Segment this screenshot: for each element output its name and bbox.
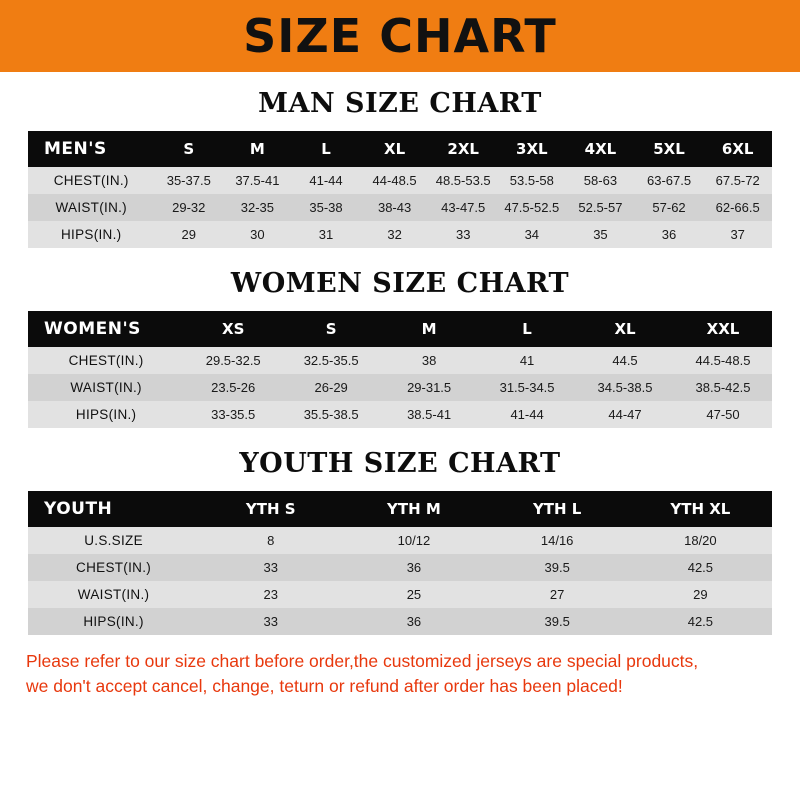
table-cell: 44.5: [612, 353, 638, 368]
women-row-label: HIPS(IN.): [75, 407, 137, 422]
table-cell: 44.5-48.5: [695, 353, 751, 368]
table-cell: 38-43: [377, 200, 412, 215]
table-cell: 32: [387, 227, 402, 242]
table-cell: 38.5-42.5: [695, 380, 751, 395]
table-cell: 38.5-41: [407, 407, 452, 422]
women-row-label: WAIST(IN.): [70, 380, 142, 395]
women-column-header: L: [522, 320, 532, 338]
table-cell: 57-62: [652, 200, 686, 215]
table-header-row: [28, 491, 772, 527]
table-cell: 43-47.5: [441, 200, 486, 215]
table-header-row: [28, 131, 772, 167]
men-column-header: L: [321, 140, 331, 158]
women-section: [0, 268, 800, 428]
youth-column-header: YTH XL: [670, 500, 731, 518]
table-cell: 32-35: [240, 200, 274, 215]
table-cell: 41: [519, 353, 535, 368]
table-cell: 37: [730, 227, 745, 242]
women-column-header: S: [325, 320, 337, 338]
men-section: [0, 88, 800, 248]
table-cell: 14/16: [540, 533, 574, 548]
table-cell: 25: [406, 587, 422, 602]
table-cell: 39.5: [544, 614, 570, 629]
women-section-title: WOMEN SIZE CHART: [230, 268, 570, 299]
table-row: [28, 374, 772, 401]
table-cell: 63-67.5: [646, 173, 692, 188]
youth-row-label: CHEST(IN.): [76, 560, 152, 575]
table-cell: 29: [693, 587, 708, 602]
footer-note-line-1: Please refer to our size chart before order,the customized jerseys are special products,: [26, 651, 699, 671]
table-cell: 29-32: [172, 200, 206, 215]
men-column-header: 5XL: [653, 140, 685, 158]
page-header: [0, 0, 800, 72]
table-cell: 44-48.5: [372, 173, 417, 188]
table-cell: 42.5: [687, 560, 714, 575]
table-cell: 33-35.5: [211, 407, 256, 422]
table-cell: 18/20: [684, 533, 717, 548]
table-cell: 44-47: [608, 407, 642, 422]
men-column-header: S: [183, 140, 195, 158]
youth-section-title: YOUTH SIZE CHART: [239, 448, 561, 479]
men-column-header: XL: [384, 140, 406, 158]
table-row: [28, 581, 772, 608]
table-cell: 30: [250, 227, 265, 242]
table-cell: 41-44: [510, 407, 544, 422]
youth-row-label: WAIST(IN.): [77, 587, 150, 602]
table-row: [28, 194, 772, 221]
table-row: [28, 401, 772, 428]
table-cell: 36: [406, 560, 422, 575]
page-title: SIZE CHART: [243, 9, 557, 63]
youth-column-header: YTH S: [245, 500, 296, 518]
women-column-header: XS: [222, 320, 245, 338]
table-cell: 29-31.5: [407, 380, 452, 395]
table-cell: 31: [318, 227, 334, 242]
table-cell: 37.5-41: [235, 173, 280, 188]
table-cell: 67.5-72: [715, 173, 760, 188]
table-cell: 58-63: [583, 173, 618, 188]
table-cell: 33: [455, 227, 471, 242]
table-cell: 29.5-32.5: [205, 353, 261, 368]
men-row-label: HIPS(IN.): [61, 227, 122, 242]
table-cell: 35: [593, 227, 608, 242]
men-size-table: [28, 131, 772, 248]
men-section-title: MAN SIZE CHART: [258, 88, 542, 119]
table-row: [28, 167, 772, 194]
table-cell: 39.5: [544, 560, 570, 575]
table-cell: 10/12: [397, 533, 431, 548]
table-cell: 36: [661, 227, 677, 242]
men-column-header: M: [249, 140, 265, 158]
table-header-row: [28, 311, 772, 347]
women-table-corner-label: WOMEN'S: [44, 319, 141, 339]
table-cell: 34: [524, 227, 540, 242]
table-cell: 33: [263, 560, 278, 575]
table-cell: 47-50: [706, 407, 740, 422]
table-cell: 27: [549, 587, 565, 602]
men-column-header: 3XL: [516, 140, 548, 158]
table-row: [28, 221, 772, 248]
table-row: [28, 347, 772, 374]
table-cell: 62-66.5: [715, 200, 760, 215]
table-cell: 35-38: [309, 200, 343, 215]
table-cell: 53.5-58: [509, 173, 554, 188]
youth-size-table: [28, 491, 772, 635]
table-cell: 41-44: [309, 173, 343, 188]
table-cell: 23: [263, 587, 278, 602]
men-table-corner-label: MEN'S: [44, 139, 107, 159]
table-cell: 34.5-38.5: [597, 380, 653, 395]
footer-note: [0, 635, 800, 700]
women-column-header: M: [421, 320, 437, 338]
table-cell: 36: [406, 614, 422, 629]
men-column-header: 2XL: [447, 140, 479, 158]
women-row-label: CHEST(IN.): [68, 353, 144, 368]
table-cell: 52.5-57: [578, 200, 623, 215]
table-cell: 35-37.5: [166, 173, 211, 188]
women-size-table: [28, 311, 772, 428]
men-column-header: 6XL: [721, 140, 754, 158]
women-column-header: XXL: [706, 320, 740, 338]
table-row: [28, 608, 772, 635]
table-cell: 32.5-35.5: [303, 353, 359, 368]
table-row: [28, 527, 772, 554]
youth-row-label: U.S.SIZE: [84, 533, 143, 548]
table-cell: 29: [181, 227, 196, 242]
footer-note-line-2: we don't accept cancel, change, teturn or refund after order has been placed!: [26, 676, 623, 697]
youth-column-header: YTH L: [532, 500, 582, 518]
youth-table-corner-label: YOUTH: [44, 499, 113, 519]
women-column-header: XL: [614, 320, 636, 338]
youth-row-label: HIPS(IN.): [83, 614, 144, 629]
table-cell: 48.5-53.5: [435, 173, 491, 188]
men-column-header: 4XL: [584, 140, 617, 158]
table-cell: 47.5-52.5: [504, 200, 560, 215]
table-cell: 42.5: [687, 614, 714, 629]
youth-column-header: YTH M: [387, 500, 441, 518]
table-cell: 8: [267, 533, 275, 548]
men-row-label: CHEST(IN.): [53, 173, 129, 188]
youth-section: [0, 448, 800, 635]
table-cell: 38: [421, 353, 437, 368]
table-cell: 26-29: [314, 380, 348, 395]
table-cell: 31.5-34.5: [499, 380, 555, 395]
men-row-label: WAIST(IN.): [55, 200, 127, 215]
table-cell: 23.5-26: [211, 380, 256, 395]
table-row: [28, 554, 772, 581]
table-cell: 33: [263, 614, 278, 629]
table-cell: 35.5-38.5: [303, 407, 359, 422]
